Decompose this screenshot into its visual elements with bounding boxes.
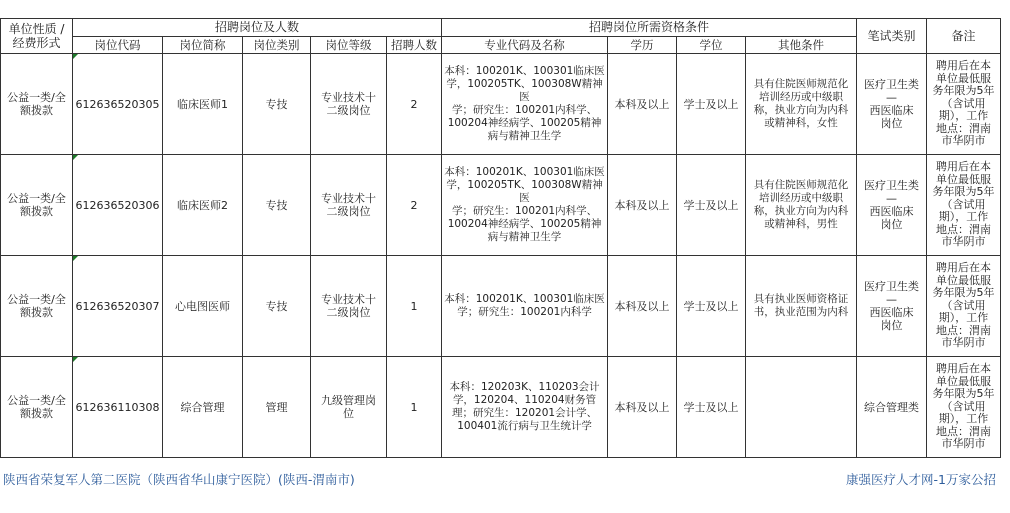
position-level-cell (311, 155, 387, 256)
major-cell-text: 本科：100201K、100301临床医 学，100205TK、100308W精神医 学；研究生：100201内科学、 100204神经病学、100205精神 病与精神卫生学 (444, 166, 605, 243)
major-cell-text: 本科：100201K、100301临床医 学；研究生：100201内科学 (444, 293, 605, 318)
education-cell (608, 256, 677, 357)
remark-cell-text: 聘用后在本 单位最低服 务年限为5年 （含试用 期），工作 地点：渭南 市华阴市 (932, 260, 995, 350)
degree-cell (677, 256, 746, 357)
position-code-cell (73, 54, 163, 155)
remark-cell (927, 357, 1001, 458)
education-cell-text: 本科及以上 (614, 299, 670, 313)
position-name-cell (163, 155, 243, 256)
header-position-level: 岗位等级 (311, 37, 387, 54)
major-cell (442, 54, 608, 155)
exam-type-cell-text: 医疗卫生类— 西医临床 岗位 (864, 280, 920, 332)
position-name-cell-text: 临床医师1 (177, 97, 228, 111)
other-conditions-cell (746, 54, 857, 155)
header-position-name: 岗位简称 (163, 37, 243, 54)
header-unit-type: 单位性质 / 经费形式 (1, 19, 73, 54)
header-group-positions: 招聘岗位及人数 (73, 19, 442, 37)
table-row (1, 155, 1001, 256)
education-cell-text: 本科及以上 (614, 400, 670, 414)
header-major: 专业代码及名称 (442, 37, 608, 54)
table-row (1, 357, 1001, 458)
education-cell (608, 357, 677, 458)
degree-cell-text: 学士及以上 (683, 198, 739, 212)
position-category-cell-text: 管理 (265, 400, 288, 414)
major-cell-text: 本科：120203K、110203会计 学，120204、110204财务管 理；研究生：120201会计学、 100401流行病与卫生统计学 (449, 381, 600, 432)
remark-cell (927, 54, 1001, 155)
remark-cell (927, 155, 1001, 256)
major-cell-text: 本科：100201K、100301临床医 学，100205TK、100308W精神医 学；研究生：100201内科学、 100204神经病学、100205精神 病与精神卫生学 (444, 65, 605, 142)
position-name-cell-text: 心电图医师 (175, 299, 230, 313)
position-category-cell (243, 155, 311, 256)
headcount-cell (387, 155, 442, 256)
recruitment-table (0, 18, 1001, 458)
position-category-cell (243, 54, 311, 155)
position-code-cell (73, 155, 163, 256)
exam-type-cell (857, 54, 927, 155)
other-conditions-cell-text: 具有住院医师规范化 培训经历或中级职 称，执业方向为内科 或精神科，男性 (753, 179, 849, 230)
exam-type-cell-text: 医疗卫生类— 西医临床 岗位 (864, 179, 920, 231)
position-category-cell (243, 357, 311, 458)
exam-type-cell (857, 357, 927, 458)
header-position-code: 岗位代码 (73, 37, 163, 54)
position-name-cell-text: 临床医师2 (177, 198, 228, 212)
headcount-cell-text: 2 (410, 198, 418, 212)
position-code-cell-text: 612636520306 (75, 198, 160, 212)
degree-cell (677, 54, 746, 155)
position-code-cell-text: 612636520307 (75, 299, 160, 313)
cell-marker (73, 155, 78, 160)
position-code-cell (73, 256, 163, 357)
position-code-cell-text: 612636110308 (75, 400, 160, 414)
header-headcount: 招聘人数 (387, 37, 442, 54)
unit-cell (1, 155, 73, 256)
headcount-cell-text: 2 (410, 97, 418, 111)
education-cell (608, 155, 677, 256)
headcount-cell-text: 1 (410, 400, 418, 414)
major-cell (442, 357, 608, 458)
unit-cell-text: 公益一类/全 额拨款 (7, 91, 66, 117)
education-cell (608, 54, 677, 155)
degree-cell-text: 学士及以上 (683, 97, 739, 111)
header-exam-type: 笔试类别 (857, 19, 927, 54)
position-code-cell (73, 357, 163, 458)
remark-cell-text: 聘用后在本 单位最低服 务年限为5年 （含试用 期），工作 地点：渭南 市华阴市 (932, 361, 995, 451)
exam-type-cell (857, 256, 927, 357)
remark-cell-text: 聘用后在本 单位最低服 务年限为5年 （含试用 期），工作 地点：渭南 市华阴市 (932, 58, 995, 148)
position-level-cell (311, 54, 387, 155)
position-category-cell-text: 专技 (265, 198, 288, 212)
headcount-cell (387, 357, 442, 458)
position-level-cell (311, 357, 387, 458)
cell-marker (73, 357, 78, 362)
degree-cell (677, 357, 746, 458)
position-category-cell-text: 专技 (265, 97, 288, 111)
header-education: 学历 (608, 37, 677, 54)
unit-cell-text: 公益一类/全 额拨款 (7, 192, 66, 218)
unit-cell (1, 256, 73, 357)
position-name-cell (163, 357, 243, 458)
degree-cell (677, 155, 746, 256)
position-level-cell-text: 专业技术十 二级岗位 (321, 293, 376, 319)
position-code-cell-text: 612636520305 (75, 97, 160, 111)
position-category-cell-text: 专技 (265, 299, 288, 313)
other-conditions-cell-text: 具有住院医师规范化 培训经历或中级职 称，执业方向为内科 或精神科，女性 (753, 78, 849, 129)
position-name-cell-text: 综合管理 (180, 400, 225, 414)
header-other: 其他条件 (746, 37, 857, 54)
position-name-cell (163, 256, 243, 357)
degree-cell-text: 学士及以上 (683, 400, 739, 414)
position-level-cell (311, 256, 387, 357)
header-row-columns (1, 37, 1001, 54)
header-degree: 学位 (677, 37, 746, 54)
exam-type-cell-text: 医疗卫生类— 西医临床 岗位 (864, 78, 920, 130)
exam-type-cell-text: 综合管理类 (864, 400, 920, 414)
cell-marker (73, 256, 78, 261)
other-conditions-cell (746, 155, 857, 256)
other-conditions-cell (746, 357, 857, 458)
header-group-requirements: 招聘岗位所需资格条件 (442, 19, 857, 37)
footer-hospital-name: 陕西省荣复军人第二医院（陕西省华山康宁医院）(陕西-渭南市) (3, 472, 355, 487)
headcount-cell (387, 256, 442, 357)
table-row (1, 256, 1001, 357)
header-remark: 备注 (927, 19, 1001, 54)
position-name-cell (163, 54, 243, 155)
remark-cell-text: 聘用后在本 单位最低服 务年限为5年 （含试用 期），工作 地点：渭南 市华阴市 (932, 159, 995, 249)
footer-site-credit: 康强医疗人才网-1万家公招 (846, 472, 996, 487)
unit-cell-text: 公益一类/全 额拨款 (7, 293, 66, 319)
footer (3, 470, 996, 488)
unit-cell (1, 357, 73, 458)
position-level-cell-text: 专业技术十 二级岗位 (321, 91, 376, 117)
unit-cell-text: 公益一类/全 额拨款 (7, 394, 66, 420)
header-position-category: 岗位类别 (243, 37, 311, 54)
degree-cell-text: 学士及以上 (683, 299, 739, 313)
table-body (1, 54, 1001, 458)
remark-cell (927, 256, 1001, 357)
headcount-cell-text: 1 (410, 299, 418, 313)
position-level-cell-text: 九级管理岗 位 (321, 394, 376, 420)
position-category-cell (243, 256, 311, 357)
other-conditions-cell (746, 256, 857, 357)
major-cell (442, 155, 608, 256)
other-conditions-cell-text: 具有执业医师资格证 书，执业范围为内科 (753, 293, 849, 318)
major-cell (442, 256, 608, 357)
header-row-group (1, 19, 1001, 37)
table-row (1, 54, 1001, 155)
cell-marker (73, 54, 78, 59)
education-cell-text: 本科及以上 (614, 198, 670, 212)
headcount-cell (387, 54, 442, 155)
exam-type-cell (857, 155, 927, 256)
unit-cell (1, 54, 73, 155)
education-cell-text: 本科及以上 (614, 97, 670, 111)
position-level-cell-text: 专业技术十 二级岗位 (321, 192, 376, 218)
